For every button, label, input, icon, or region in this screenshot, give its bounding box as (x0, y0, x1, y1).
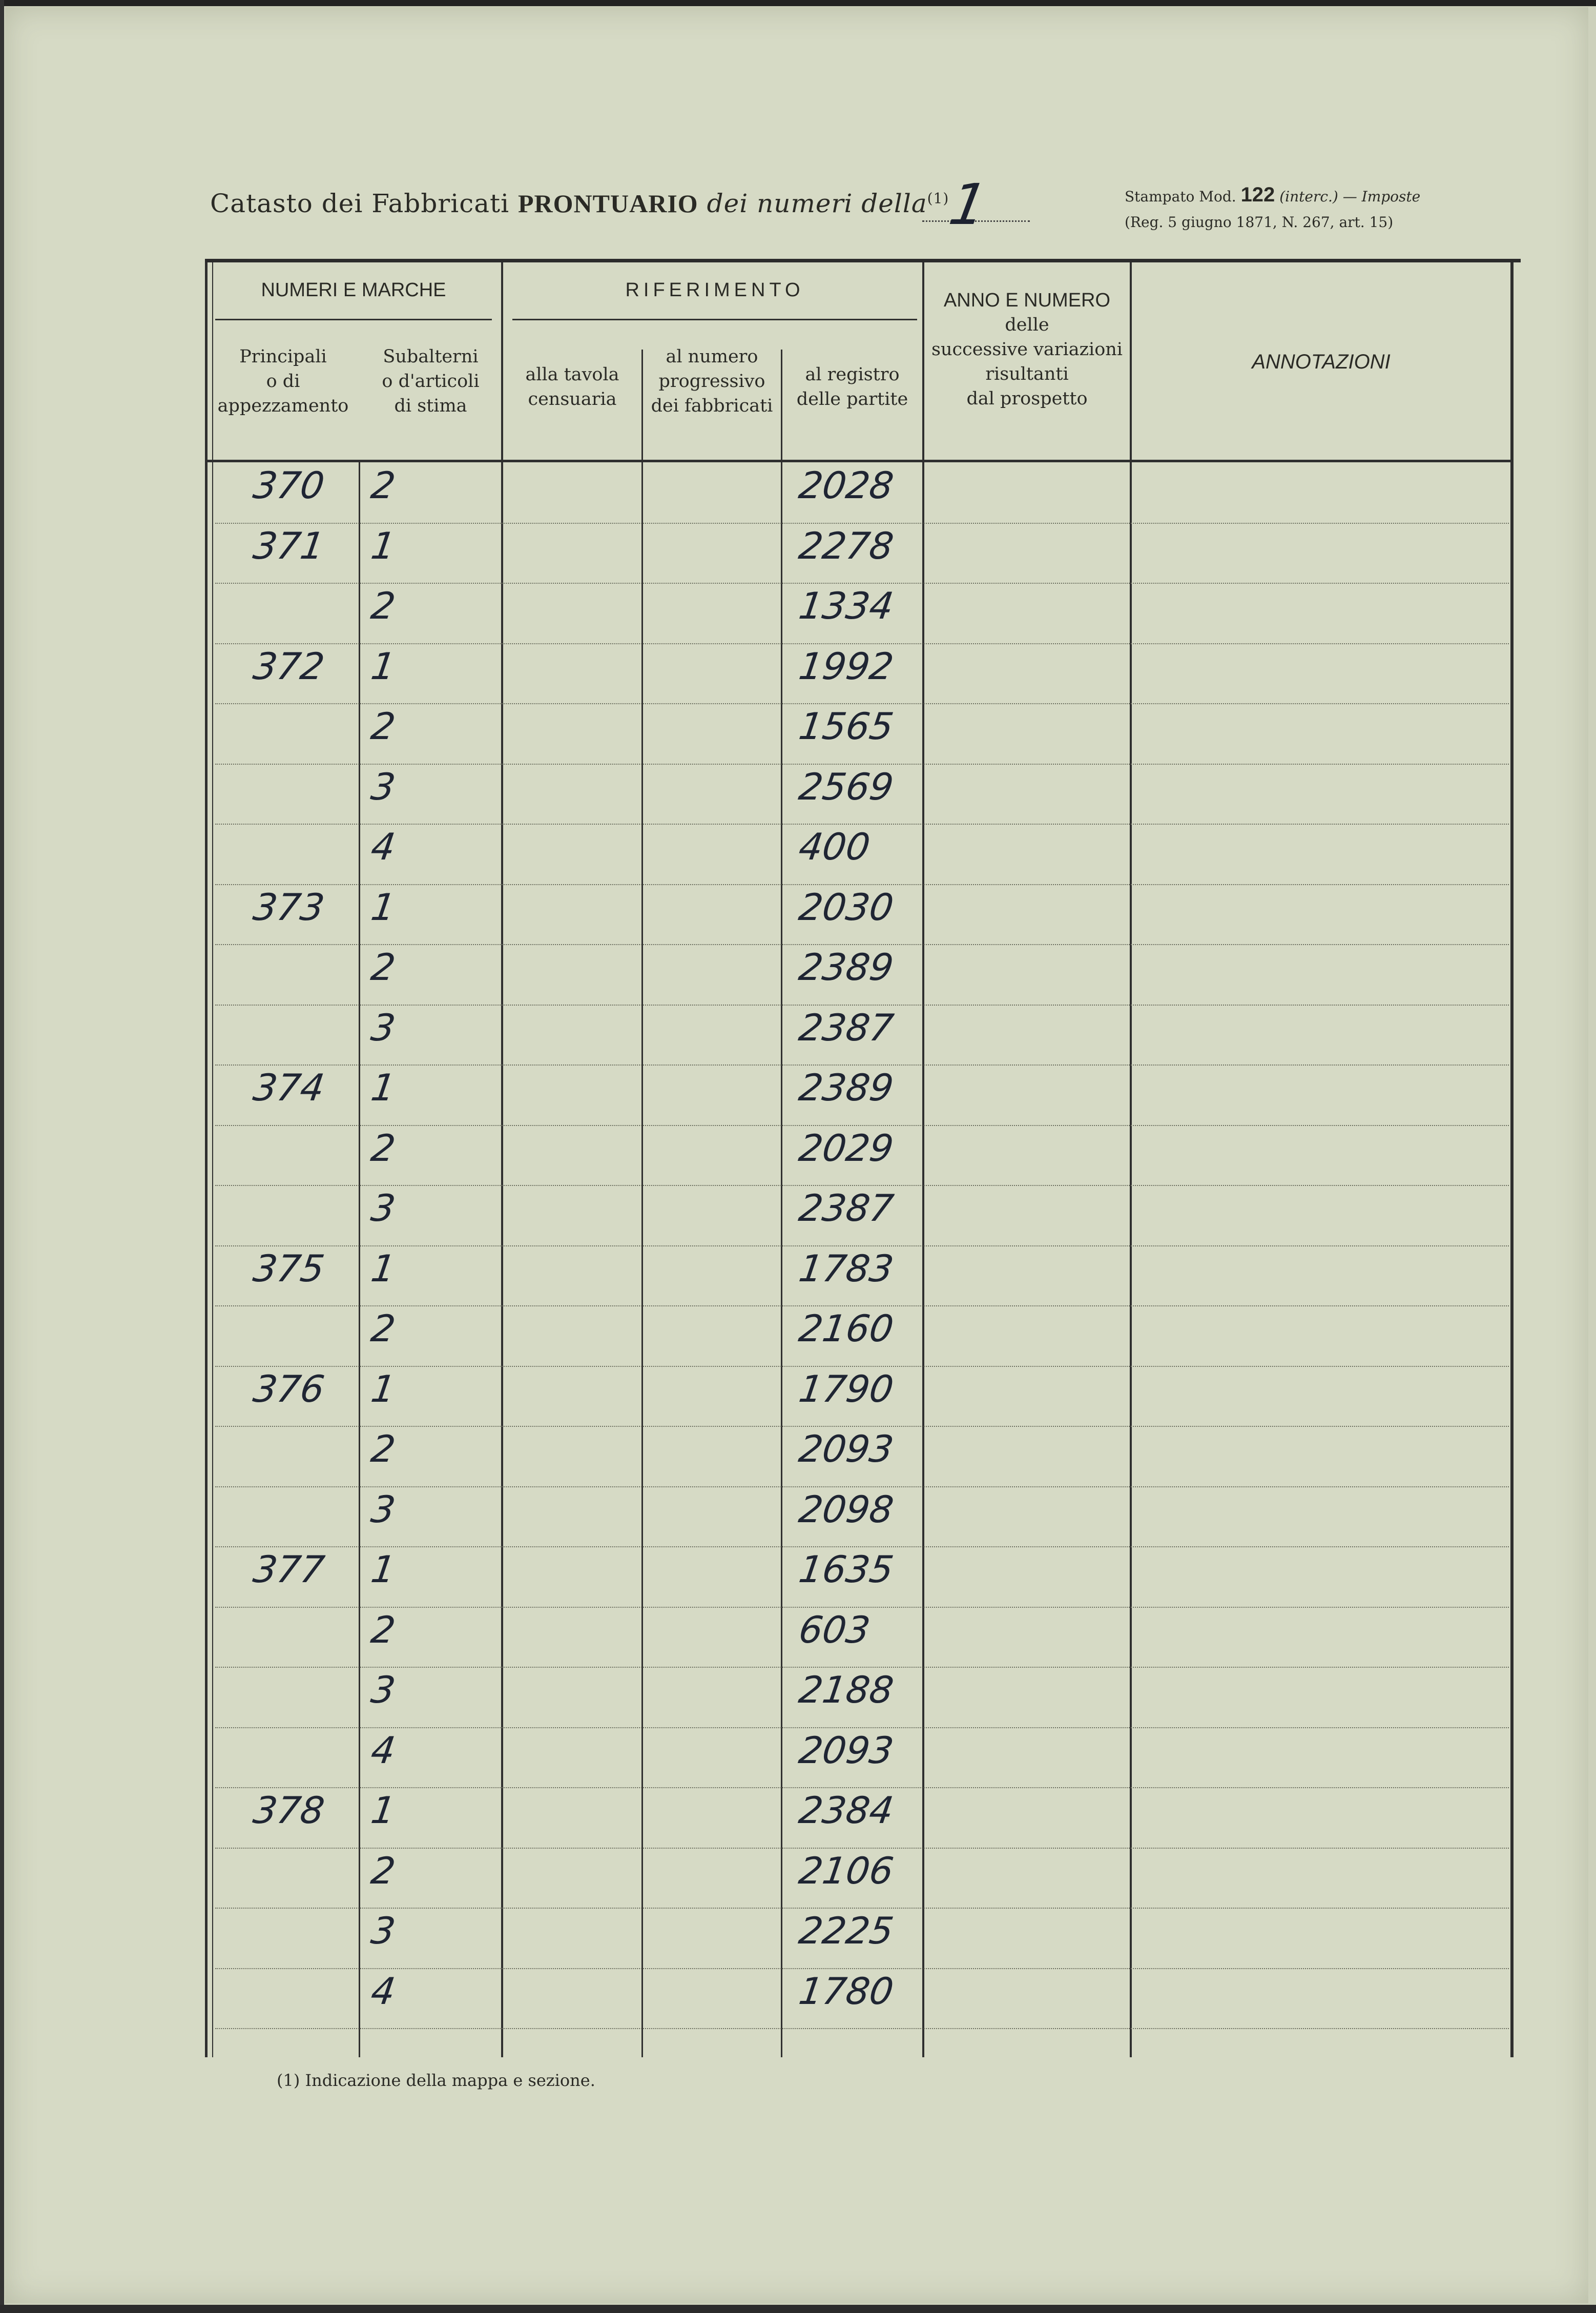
rule-tavola (641, 350, 643, 2057)
cell-partita: 400 (796, 825, 873, 868)
row-rule (215, 1366, 1509, 1367)
header-subalterni-line3: di stima (394, 396, 467, 416)
rule-left-inner (212, 262, 213, 2057)
cell-principale: 371 (251, 524, 327, 567)
print-info-c: (interc.) — Imposte (1279, 188, 1421, 205)
header-numero-line2: progressivo (658, 371, 765, 392)
cell-partita: 1780 (796, 1969, 897, 2013)
header-anno-line2: delle (1005, 315, 1049, 335)
heading-prefix: Catasto dei Fabbricati (210, 189, 510, 218)
header-anno-line5: dal prospetto (966, 388, 1088, 409)
cell-subalterno: 3 (368, 765, 398, 808)
cell-partita: 2029 (796, 1126, 897, 1170)
cell-partita: 1783 (796, 1246, 897, 1290)
header-numero-line1: al numero (666, 346, 758, 367)
cell-subalterno: 2 (368, 1307, 398, 1350)
header-principali-line3: appezzamento (217, 396, 349, 416)
row-rule (215, 1968, 1509, 1969)
cell-partita: 2225 (796, 1909, 897, 1952)
cell-partita: 2030 (796, 885, 897, 929)
cell-subalterno: 2 (368, 1427, 398, 1470)
cell-principale: 372 (251, 644, 327, 688)
cell-subalterno: 4 (368, 825, 398, 868)
print-info-model: 122 (1240, 183, 1275, 206)
cell-partita: 2188 (796, 1668, 897, 1711)
cell-partita: 1334 (796, 584, 897, 627)
row-rule (215, 1185, 1509, 1186)
row-rule (215, 1607, 1509, 1608)
form-heading (210, 189, 949, 218)
cell-principale: 374 (251, 1066, 327, 1109)
cell-subalterno: 2 (368, 705, 398, 748)
row-rule (215, 824, 1509, 825)
heading-title: PRONTUARIO (518, 189, 698, 218)
cell-subalterno: 2 (368, 464, 398, 507)
row-rule (215, 884, 1509, 885)
footnote: (1) Indicazione della mappa e sezione. (277, 2071, 595, 2090)
header-anno-line4: risultanti (985, 364, 1069, 384)
rule-header-bottom (205, 460, 1514, 462)
cell-subalterno: 1 (368, 1246, 398, 1290)
row-rule (215, 1908, 1509, 1909)
cell-subalterno: 1 (368, 1548, 398, 1591)
header-principali (208, 344, 359, 418)
row-rule (215, 1546, 1509, 1547)
header-annotazioni: ANNOTAZIONI (1252, 351, 1391, 373)
cell-subalterno: 2 (368, 584, 398, 627)
header-subalterni-line2: o d'articoli (382, 371, 480, 392)
cell-subalterno: 3 (368, 1006, 398, 1049)
cell-principale: 370 (251, 464, 327, 507)
print-info-a: Stampato Mod. (1125, 188, 1236, 205)
header-registro-line2: delle partite (796, 389, 908, 410)
cell-subalterno: 2 (368, 1608, 398, 1651)
heading-handwritten-value: 1 (944, 172, 992, 237)
row-rule (215, 1125, 1509, 1126)
cell-principale: 377 (251, 1548, 327, 1591)
cell-principale: 375 (251, 1246, 327, 1290)
cell-partita: 1635 (796, 1548, 897, 1591)
cell-partita: 2387 (796, 1186, 897, 1230)
cell-partita: 2387 (796, 1006, 897, 1049)
cell-subalterno: 4 (368, 1728, 398, 1772)
cell-partita: 1790 (796, 1367, 897, 1410)
cell-partita: 2389 (796, 946, 897, 989)
cell-partita: 2569 (796, 765, 897, 808)
row-rule (215, 1426, 1509, 1427)
heading-subtitle: dei numeri della (707, 189, 927, 218)
row-rule (215, 764, 1509, 765)
rule-group-numeri (215, 319, 492, 320)
scan-edge-top (0, 0, 1596, 6)
header-anno-line1: ANNO E NUMERO (943, 290, 1111, 311)
row-rule (215, 2028, 1509, 2029)
header-anno-line3: successive variazioni (931, 339, 1123, 360)
header-subalterni-line1: Subalterni (383, 346, 479, 367)
cell-subalterno: 1 (368, 1789, 398, 1832)
cell-subalterno: 4 (368, 1969, 398, 2013)
rule-right (1510, 262, 1514, 2057)
row-rule (215, 1486, 1509, 1487)
header-tavola-line1: alla tavola (525, 364, 619, 385)
row-rule (215, 1005, 1509, 1006)
row-rule (215, 523, 1509, 524)
row-rule (215, 643, 1509, 644)
cell-subalterno: 1 (368, 885, 398, 929)
print-info (1125, 183, 1420, 231)
header-subalterni (360, 344, 501, 418)
cell-principale: 376 (251, 1367, 327, 1410)
header-principali-line1: Principali (239, 346, 327, 367)
header-registro (782, 362, 922, 412)
row-rule (215, 1727, 1509, 1728)
header-anno (924, 288, 1130, 411)
cell-partita: 2093 (796, 1427, 897, 1470)
cell-subalterno: 2 (368, 1126, 398, 1170)
rule-left (205, 262, 208, 2057)
scan-edge-left (0, 0, 4, 2313)
header-numeri-e-marche: NUMERI E MARCHE (261, 279, 446, 301)
cell-partita: 2093 (796, 1728, 897, 1772)
row-rule (215, 1245, 1509, 1246)
cell-partita: 2098 (796, 1487, 897, 1531)
row-rule (215, 703, 1509, 704)
row-rule (215, 1848, 1509, 1849)
cell-subalterno: 3 (368, 1487, 398, 1531)
cell-partita: 603 (796, 1608, 873, 1651)
cell-subalterno: 1 (368, 1066, 398, 1109)
header-registro-line1: al registro (805, 364, 900, 385)
cell-subalterno: 1 (368, 524, 398, 567)
cell-partita: 2106 (796, 1849, 897, 1892)
cell-partita: 2389 (796, 1066, 897, 1109)
header-tavola (503, 362, 641, 412)
row-rule (215, 944, 1509, 945)
cell-partita: 2278 (796, 524, 897, 567)
cell-partita: 2384 (796, 1789, 897, 1832)
cell-principale: 373 (251, 885, 327, 929)
register-table (205, 259, 1521, 2057)
header-riferimento: RIFERIMENTO (625, 279, 804, 301)
cell-subalterno: 1 (368, 1367, 398, 1410)
row-rule (215, 1065, 1509, 1066)
row-rule (215, 1667, 1509, 1668)
rule-group-riferimento (512, 319, 917, 320)
header-numero (643, 344, 781, 418)
cell-partita: 2160 (796, 1307, 897, 1350)
cell-partita: 2028 (796, 464, 897, 507)
rule-principali (359, 462, 360, 2057)
scan-edge-bottom (0, 2305, 1596, 2313)
cell-partita: 1565 (796, 705, 897, 748)
row-rule (215, 1305, 1509, 1306)
print-info-regulation: (Reg. 5 giugno 1871, N. 267, art. 15) (1125, 214, 1394, 231)
cell-partita: 1992 (796, 644, 897, 688)
row-rule (215, 583, 1509, 584)
cell-subalterno: 3 (368, 1186, 398, 1230)
rule-numero (781, 350, 782, 2057)
heading-note-ref: (1) (927, 190, 949, 207)
cell-principale: 378 (251, 1789, 327, 1832)
header-tavola-line2: censuaria (528, 389, 617, 410)
cell-subalterno: 3 (368, 1909, 398, 1952)
header-principali-line2: o di (266, 371, 300, 392)
row-rule (215, 1787, 1509, 1788)
cell-subalterno: 2 (368, 1849, 398, 1892)
cell-subalterno: 3 (368, 1668, 398, 1711)
cell-subalterno: 1 (368, 644, 398, 688)
header-numero-line3: dei fabbricati (651, 396, 773, 416)
cell-subalterno: 2 (368, 946, 398, 989)
